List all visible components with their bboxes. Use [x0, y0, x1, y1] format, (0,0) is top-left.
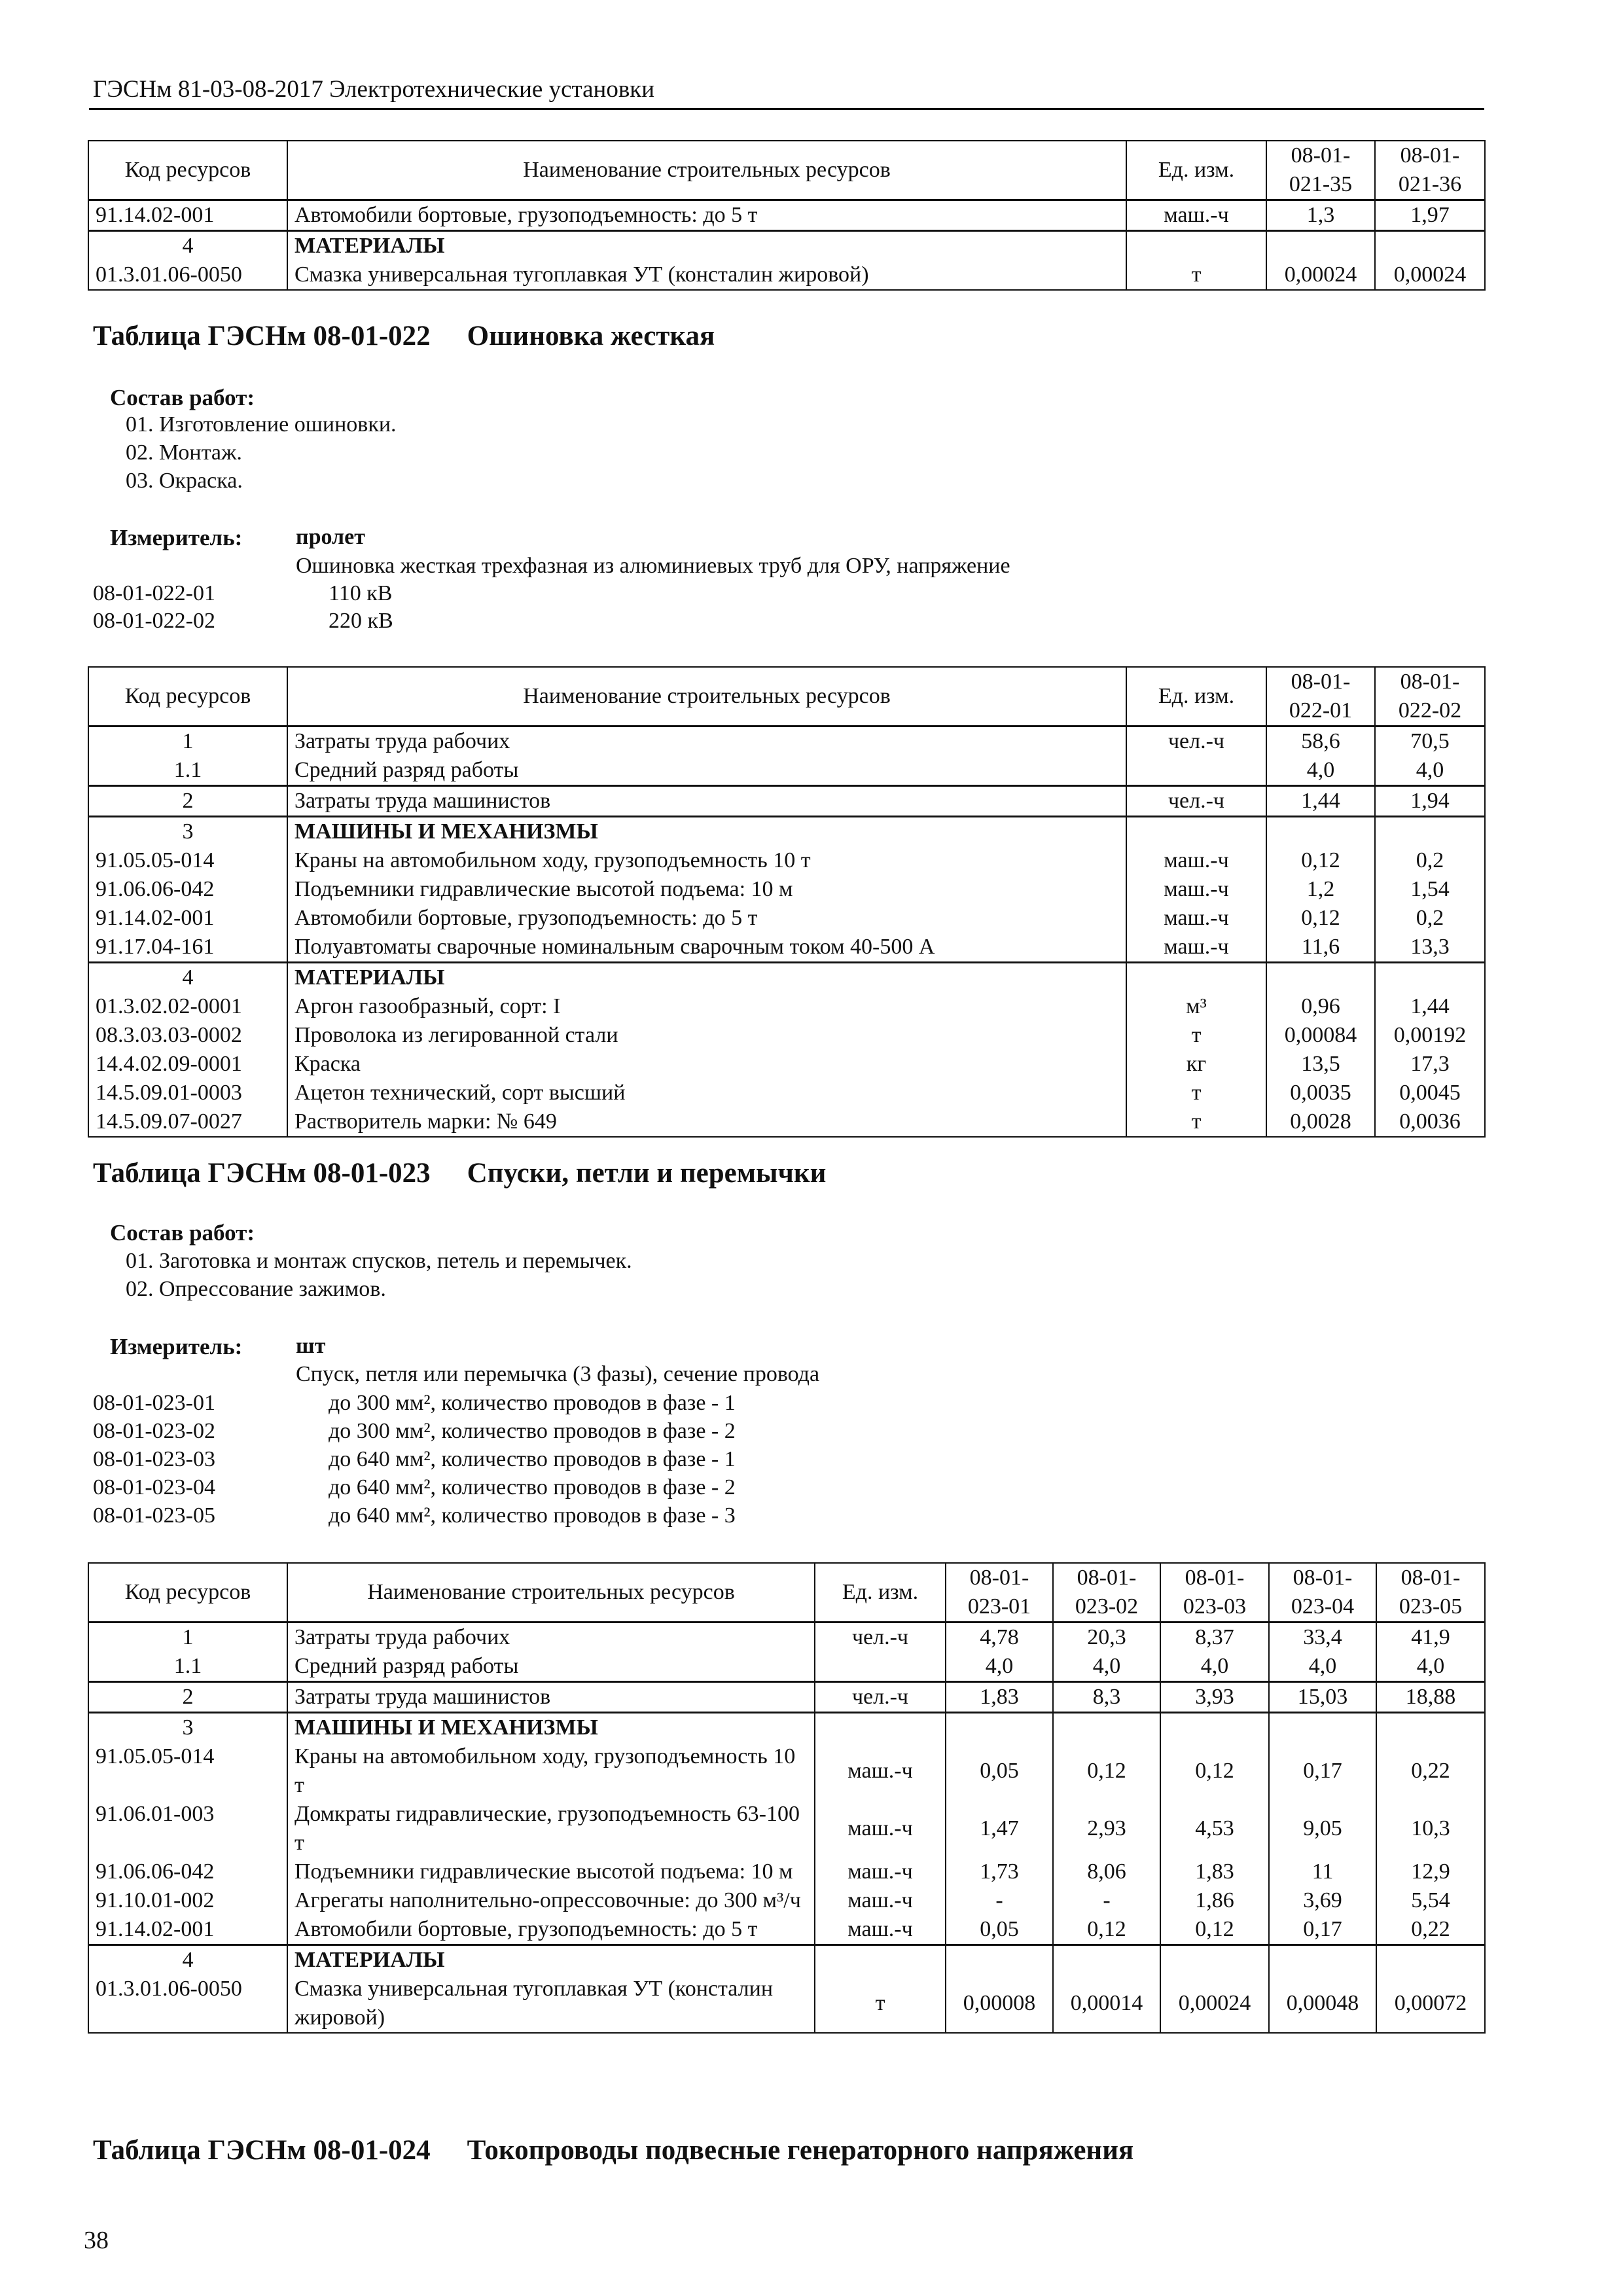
table-row — [88, 933, 1485, 963]
work-item: 02. Монтаж. — [126, 440, 242, 465]
table-row — [88, 1975, 1485, 2033]
resource-unit: чел.-ч — [1126, 786, 1266, 817]
resource-unit: чел.-ч — [815, 1623, 946, 1653]
resource-value: 1,94 — [1375, 786, 1485, 817]
table-group-row — [88, 1713, 1485, 1743]
resource-value: 1,47 — [946, 1800, 1053, 1857]
resource-value: 0,0045 — [1375, 1079, 1485, 1107]
measure-code: 08-01-022-01 — [93, 581, 215, 605]
resource-value: 1,73 — [946, 1857, 1053, 1886]
resource-value: - — [946, 1886, 1053, 1915]
resource-value: 4,0 — [1376, 1652, 1485, 1682]
table-08-01-021-continuation — [88, 140, 1486, 291]
table-row — [88, 1857, 1485, 1886]
resource-value: 4,0 — [946, 1652, 1053, 1682]
section-title-023 — [93, 1159, 826, 1187]
column-header: Ед. изм. — [1126, 667, 1266, 726]
resource-value: 10,3 — [1376, 1800, 1485, 1857]
section-title-024 — [93, 2136, 1133, 2164]
resource-code: 91.06.06-042 — [88, 875, 287, 904]
measure-text: до 300 мм², количество проводов в фазе - 2 — [329, 1419, 736, 1443]
table-row — [88, 200, 1485, 231]
measure-code: 08-01-023-01 — [93, 1391, 215, 1415]
resource-value: 0,00024 — [1375, 260, 1485, 290]
table-08-01-023 — [88, 1562, 1486, 2034]
resource-value: 1,44 — [1375, 992, 1485, 1021]
column-header: 08-01-023-05 — [1376, 1563, 1485, 1623]
resource-value: 1,83 — [946, 1682, 1053, 1713]
resource-name: Смазка универсальная тугоплавкая УТ (консталин жировой) — [287, 260, 1126, 290]
resource-code: 01.3.01.06-0050 — [88, 1975, 287, 2033]
page-number: 38 — [84, 2227, 109, 2254]
column-header: 08-01-021-35 — [1266, 141, 1375, 200]
table-row — [88, 1682, 1485, 1713]
table-row — [88, 1021, 1485, 1050]
resource-value: 4,0 — [1375, 756, 1485, 786]
resource-unit: т — [1126, 260, 1266, 290]
resource-value: 9,05 — [1269, 1800, 1376, 1857]
resource-value: 0,12 — [1160, 1915, 1269, 1945]
measure-value: шт — [296, 1334, 326, 1358]
measure-description: Ошиновка жесткая трехфазная из алюминиевых труб для ОРУ, напряжение — [296, 554, 1010, 578]
resource-value: 41,9 — [1376, 1623, 1485, 1653]
resource-name: Затраты труда рабочих — [287, 726, 1126, 757]
table-row — [88, 786, 1485, 817]
resource-unit: маш.-ч — [815, 1857, 946, 1886]
table-row — [88, 1742, 1485, 1800]
resource-value: 1,2 — [1266, 875, 1375, 904]
resource-value: 4,53 — [1160, 1800, 1269, 1857]
table-group-row — [88, 231, 1485, 261]
measure-label: Измеритель: — [110, 525, 243, 550]
resource-unit: маш.-ч — [815, 1742, 946, 1800]
resource-unit: маш.-ч — [815, 1800, 946, 1857]
work-item: 03. Окраска. — [126, 469, 243, 493]
measure-code: 08-01-023-05 — [93, 1503, 215, 1528]
table-row — [88, 1886, 1485, 1915]
running-header: ГЭСНм 81-03-08-2017 Электротехнические установки — [93, 76, 655, 103]
resource-code: 1 — [88, 726, 287, 757]
table-row — [88, 1623, 1485, 1653]
resource-name: Краны на автомобильном ходу, грузоподъемность 10 т — [287, 1742, 815, 1800]
column-header: Код ресурсов — [88, 141, 287, 200]
measure-text: до 640 мм², количество проводов в фазе - 2 — [329, 1475, 736, 1499]
resource-name: Полуавтоматы сварочные номинальным сварочным током 40-500 А — [287, 933, 1126, 963]
section-title-name: Ошиновка жесткая — [467, 321, 715, 351]
table-row — [88, 260, 1485, 290]
resource-value: 0,05 — [946, 1915, 1053, 1945]
group-name: МАШИНЫ И МЕХАНИЗМЫ — [287, 817, 1126, 847]
section-title-prefix: Таблица ГЭСНм 08-01-023 — [93, 1158, 431, 1189]
group-code: 3 — [88, 1713, 287, 1743]
resource-value: 4,0 — [1269, 1652, 1376, 1682]
column-header: Наименование строительных ресурсов — [287, 667, 1126, 726]
resource-value: 1,86 — [1160, 1886, 1269, 1915]
resource-value: 20,3 — [1053, 1623, 1160, 1653]
resource-value: 0,2 — [1375, 846, 1485, 875]
resource-code: 91.17.04-161 — [88, 933, 287, 963]
resource-unit: маш.-ч — [1126, 933, 1266, 963]
resource-value: 0,00024 — [1160, 1975, 1269, 2033]
column-header: 08-01-023-04 — [1269, 1563, 1376, 1623]
resource-unit: чел.-ч — [815, 1682, 946, 1713]
resource-code: 1 — [88, 1623, 287, 1653]
measure-code: 08-01-022-02 — [93, 609, 215, 633]
resource-code: 91.05.05-014 — [88, 846, 287, 875]
resource-value: 0,96 — [1266, 992, 1375, 1021]
resource-value: 0,0028 — [1266, 1107, 1375, 1137]
resource-unit: маш.-ч — [815, 1915, 946, 1945]
column-header: 08-01-022-02 — [1375, 667, 1485, 726]
resource-unit: т — [1126, 1021, 1266, 1050]
resource-code: 91.14.02-001 — [88, 200, 287, 231]
resource-code: 1.1 — [88, 1652, 287, 1682]
table-row — [88, 726, 1485, 757]
resource-value: 4,0 — [1160, 1652, 1269, 1682]
resource-code: 14.4.02.09-0001 — [88, 1050, 287, 1079]
section-title-prefix: Таблица ГЭСНм 08-01-022 — [93, 321, 431, 351]
work-item: 01. Изготовление ошиновки. — [126, 412, 397, 437]
section-title-022 — [93, 322, 715, 350]
resource-code: 91.06.01-003 — [88, 1800, 287, 1857]
resource-value: 0,00072 — [1376, 1975, 1485, 2033]
resource-value: 13,3 — [1375, 933, 1485, 963]
table-row — [88, 1800, 1485, 1857]
resource-value: 0,00048 — [1269, 1975, 1376, 2033]
resource-name: Ацетон технический, сорт высший — [287, 1079, 1126, 1107]
measure-text: 110 кВ — [329, 581, 393, 605]
resource-name: Автомобили бортовые, грузоподъемность: до 5 т — [287, 1915, 815, 1945]
table-header-row — [88, 1563, 1485, 1623]
column-header: Наименование строительных ресурсов — [287, 141, 1126, 200]
measure-text: до 300 мм², количество проводов в фазе - 1 — [329, 1391, 736, 1415]
column-header: Код ресурсов — [88, 667, 287, 726]
resource-code: 01.3.02.02-0001 — [88, 992, 287, 1021]
resource-value: 0,2 — [1375, 904, 1485, 933]
resource-name: Затраты труда машинистов — [287, 786, 1126, 817]
resource-name: Проволока из легированной стали — [287, 1021, 1126, 1050]
resource-name: Аргон газообразный, сорт: I — [287, 992, 1126, 1021]
resource-code: 2 — [88, 1682, 287, 1713]
resource-value: 0,00024 — [1266, 260, 1375, 290]
work-item: 02. Опрессование зажимов. — [126, 1277, 386, 1301]
work-item: 01. Заготовка и монтаж спусков, петель и перемычек. — [126, 1249, 632, 1273]
resource-value: 0,00014 — [1053, 1975, 1160, 2033]
resource-unit: м³ — [1126, 992, 1266, 1021]
group-name: МАШИНЫ И МЕХАНИЗМЫ — [287, 1713, 815, 1743]
resource-code: 91.14.02-001 — [88, 1915, 287, 1945]
table-row — [88, 1652, 1485, 1682]
resource-code: 14.5.09.01-0003 — [88, 1079, 287, 1107]
table-row — [88, 1915, 1485, 1945]
resource-value: 15,03 — [1269, 1682, 1376, 1713]
table-header-row — [88, 141, 1485, 200]
group-name: МАТЕРИАЛЫ — [287, 963, 1126, 993]
table-group-row — [88, 1945, 1485, 1975]
column-header: 08-01-023-03 — [1160, 1563, 1269, 1623]
resource-value: 0,12 — [1053, 1915, 1160, 1945]
work-composition-label: Состав работ: — [110, 1220, 255, 1246]
resource-value: 0,12 — [1266, 904, 1375, 933]
resource-value: 4,0 — [1266, 756, 1375, 786]
measure-text: 220 кВ — [329, 609, 393, 633]
resource-code: 08.3.03.03-0002 — [88, 1021, 287, 1050]
group-name: МАТЕРИАЛЫ — [287, 231, 1126, 261]
table-header-row — [88, 667, 1485, 726]
resource-value: 70,5 — [1375, 726, 1485, 757]
resource-unit: маш.-ч — [1126, 875, 1266, 904]
column-header: 08-01-021-36 — [1375, 141, 1485, 200]
work-composition-label: Состав работ: — [110, 385, 255, 410]
resource-unit: маш.-ч — [1126, 846, 1266, 875]
measure-value: пролет — [296, 525, 365, 549]
resource-code: 91.10.01-002 — [88, 1886, 287, 1915]
table-row — [88, 875, 1485, 904]
table-08-01-022 — [88, 666, 1486, 1138]
resource-value: 8,3 — [1053, 1682, 1160, 1713]
resource-code: 01.3.01.06-0050 — [88, 260, 287, 290]
resource-value: 0,17 — [1269, 1915, 1376, 1945]
table-row — [88, 904, 1485, 933]
column-header: Код ресурсов — [88, 1563, 287, 1623]
resource-value: 0,12 — [1266, 846, 1375, 875]
column-header: 08-01-023-01 — [946, 1563, 1053, 1623]
resource-code: 91.06.06-042 — [88, 1857, 287, 1886]
resource-value: 0,17 — [1269, 1742, 1376, 1800]
measure-code: 08-01-023-03 — [93, 1447, 215, 1471]
resource-name: Растворитель марки: № 649 — [287, 1107, 1126, 1137]
resource-value: 11,6 — [1266, 933, 1375, 963]
group-code: 4 — [88, 1945, 287, 1975]
resource-value: 1,44 — [1266, 786, 1375, 817]
measure-label: Измеритель: — [110, 1334, 243, 1359]
resource-code: 91.14.02-001 — [88, 904, 287, 933]
resource-name: Автомобили бортовые, грузоподъемность: до 5 т — [287, 200, 1126, 231]
group-code: 3 — [88, 817, 287, 847]
resource-code: 91.05.05-014 — [88, 1742, 287, 1800]
measure-code: 08-01-023-02 — [93, 1419, 215, 1443]
table-row — [88, 1050, 1485, 1079]
resource-name: Домкраты гидравлические, грузоподъемность 63-100 т — [287, 1800, 815, 1857]
resource-value: 0,05 — [946, 1742, 1053, 1800]
resource-value: 5,54 — [1376, 1886, 1485, 1915]
resource-value: 13,5 — [1266, 1050, 1375, 1079]
resource-unit: чел.-ч — [1126, 726, 1266, 757]
resource-unit: кг — [1126, 1050, 1266, 1079]
resource-name: Агрегаты наполнительно-опрессовочные: до 300 м³/ч — [287, 1886, 815, 1915]
resource-value: 18,88 — [1376, 1682, 1485, 1713]
measure-description: Спуск, петля или перемычка (3 фазы), сечение провода — [296, 1362, 820, 1386]
resource-unit: т — [1126, 1107, 1266, 1137]
resource-value: 11 — [1269, 1857, 1376, 1886]
resource-unit: маш.-ч — [815, 1886, 946, 1915]
resource-unit: т — [1126, 1079, 1266, 1107]
resource-name: Затраты труда машинистов — [287, 1682, 815, 1713]
resource-name: Средний разряд работы — [287, 756, 1126, 786]
resource-value: 0,0035 — [1266, 1079, 1375, 1107]
measure-text: до 640 мм², количество проводов в фазе - 3 — [329, 1503, 736, 1528]
resource-value: 0,22 — [1376, 1915, 1485, 1945]
section-title-name: Токопроводы подвесные генераторного напряжения — [467, 2135, 1134, 2166]
table-row — [88, 756, 1485, 786]
table-group-row — [88, 817, 1485, 847]
section-title-name: Спуски, петли и перемычки — [467, 1158, 827, 1189]
resource-value: 12,9 — [1376, 1857, 1485, 1886]
resource-value: 1,3 — [1266, 200, 1375, 231]
section-title-prefix: Таблица ГЭСНм 08-01-024 — [93, 2135, 431, 2166]
resource-value: 4,78 — [946, 1623, 1053, 1653]
header-rule — [89, 108, 1484, 110]
table-group-row — [88, 963, 1485, 993]
resource-name: Автомобили бортовые, грузоподъемность: до 5 т — [287, 904, 1126, 933]
resource-value: 0,0036 — [1375, 1107, 1485, 1137]
resource-value: 4,0 — [1053, 1652, 1160, 1682]
resource-name: Смазка универсальная тугоплавкая УТ (консталин жировой) — [287, 1975, 815, 2033]
measure-code: 08-01-023-04 — [93, 1475, 215, 1499]
resource-name: Подъемники гидравлические высотой подъема: 10 м — [287, 1857, 815, 1886]
resource-unit: т — [815, 1975, 946, 2033]
resource-value: 1,97 — [1375, 200, 1485, 231]
resource-value: 0,12 — [1053, 1742, 1160, 1800]
column-header: Наименование строительных ресурсов — [287, 1563, 815, 1623]
resource-name: Краска — [287, 1050, 1126, 1079]
resource-value: 58,6 — [1266, 726, 1375, 757]
resource-name: Краны на автомобильном ходу, грузоподъемность 10 т — [287, 846, 1126, 875]
resource-code: 14.5.09.07-0027 — [88, 1107, 287, 1137]
resource-value: 17,3 — [1375, 1050, 1485, 1079]
resource-value: 1,83 — [1160, 1857, 1269, 1886]
resource-value: 8,06 — [1053, 1857, 1160, 1886]
table-row — [88, 1079, 1485, 1107]
group-name: МАТЕРИАЛЫ — [287, 1945, 815, 1975]
column-header: 08-01-022-01 — [1266, 667, 1375, 726]
column-header: Ед. изм. — [1126, 141, 1266, 200]
resource-value: 2,93 — [1053, 1800, 1160, 1857]
column-header: Ед. изм. — [815, 1563, 946, 1623]
resource-unit: маш.-ч — [1126, 904, 1266, 933]
group-code: 4 — [88, 231, 287, 261]
table-row — [88, 1107, 1485, 1137]
resource-value: 3,69 — [1269, 1886, 1376, 1915]
resource-name: Подъемники гидравлические высотой подъема: 10 м — [287, 875, 1126, 904]
resource-code: 2 — [88, 786, 287, 817]
resource-value: 3,93 — [1160, 1682, 1269, 1713]
resource-value: 8,37 — [1160, 1623, 1269, 1653]
column-header: 08-01-023-02 — [1053, 1563, 1160, 1623]
resource-value: 1,54 — [1375, 875, 1485, 904]
resource-code: 1.1 — [88, 756, 287, 786]
resource-name: Затраты труда рабочих — [287, 1623, 815, 1653]
resource-value: 33,4 — [1269, 1623, 1376, 1653]
group-code: 4 — [88, 963, 287, 993]
resource-value: 0,00084 — [1266, 1021, 1375, 1050]
resource-value: 0,00192 — [1375, 1021, 1485, 1050]
resource-value: 0,00008 — [946, 1975, 1053, 2033]
resource-unit: маш.-ч — [1126, 200, 1266, 231]
resource-name: Средний разряд работы — [287, 1652, 815, 1682]
table-row — [88, 992, 1485, 1021]
resource-value: 0,12 — [1160, 1742, 1269, 1800]
resource-value: - — [1053, 1886, 1160, 1915]
table-row — [88, 846, 1485, 875]
resource-value: 0,22 — [1376, 1742, 1485, 1800]
measure-text: до 640 мм², количество проводов в фазе - 1 — [329, 1447, 736, 1471]
